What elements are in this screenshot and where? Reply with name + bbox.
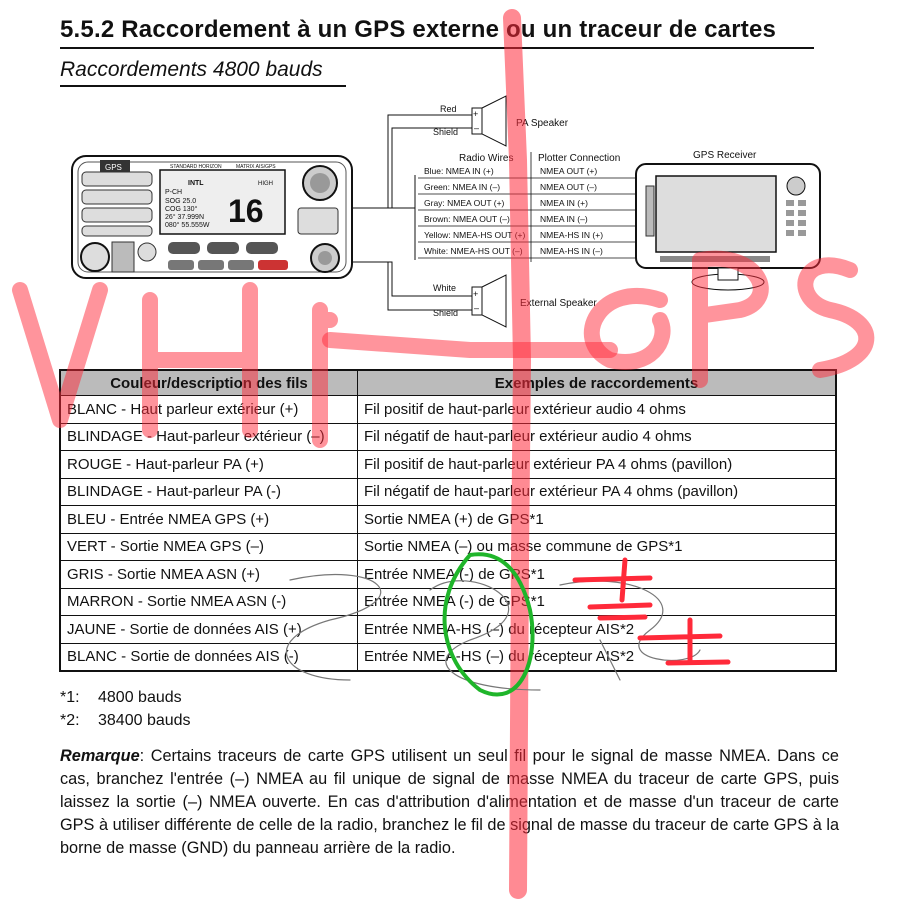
remark-paragraph	[60, 745, 839, 860]
radio-line5: 080° 55.555W	[165, 222, 210, 229]
gps-receiver	[636, 150, 820, 290]
table-cell: GRIS - Sortie NMEA ASN (+)	[60, 561, 358, 589]
table-cell: BLANC - Sortie de données AIS (-)	[60, 643, 358, 671]
radio-wire-yellow: Yellow: NMEA-HS OUT (+)	[424, 230, 526, 240]
remark-text: : Certains traceurs de carte GPS utilisent un seul fil pour le signal de masse NMEA. Dans ce cas, branchez l'entrée (–) NMEA au fil unique de signal de masse NMEA du traceur de carte GPS, puis laissez la sortie (–) NMEA ouverte. En cas d'attribution d'alimentation et de masse d'un traceur de carte GPS à utiliser différente de celle de la radio, branchez le fil de signal de masse du traceur de carte GPS à la borne de masse (GND) du panneau arrière de la radio.	[60, 747, 839, 857]
table-cell: BLINDAGE - Haut-parleur extérieur (–)	[60, 423, 358, 451]
table-cell: JAUNE - Sortie de données AIS (+)	[60, 616, 358, 644]
plotter-wire-2: NMEA OUT (–)	[540, 182, 597, 192]
plotter-wire-5: NMEA-HS IN (+)	[540, 230, 604, 240]
pa-shield-label: Shield	[433, 127, 459, 137]
pa-speaker-label: PA Speaker	[516, 118, 569, 129]
table-row	[60, 643, 836, 671]
table-row	[60, 396, 836, 424]
table-cell: VERT - Sortie NMEA GPS (–)	[60, 533, 358, 561]
plotter-wire-3: NMEA IN (+)	[540, 198, 588, 208]
footnote-1	[60, 689, 182, 707]
footnote-marker: *1:	[60, 689, 80, 706]
table-cell: Fil positif de haut-parleur extérieur audio 4 ohms	[358, 396, 837, 424]
table-row	[60, 451, 836, 479]
footnote-text: 38400 bauds	[98, 712, 191, 729]
radio-wire-blue: Blue: NMEA IN (+)	[424, 166, 494, 176]
radio-wires-label: Radio Wires	[459, 153, 514, 164]
table-cell: BLEU - Entrée NMEA GPS (+)	[60, 506, 358, 534]
table-row	[60, 561, 836, 589]
table-header-row	[60, 370, 836, 396]
pa-speaker	[433, 96, 569, 146]
table-cell: Entrée NMEA (-) de GPS*1	[358, 561, 837, 589]
table-row	[60, 616, 836, 644]
radio-brand: STANDARD HORIZON	[170, 164, 222, 170]
footnote-text: 4800 bauds	[98, 689, 182, 706]
gps-receiver-label: GPS Receiver	[693, 150, 757, 161]
radio-intl: INTL	[188, 180, 204, 187]
radio-logo: GPS	[105, 163, 122, 172]
pa-plus: +	[473, 109, 479, 119]
remark-label: Remarque	[60, 747, 140, 765]
ext-minus: –	[474, 303, 480, 313]
radio-line2: SOG 25.0	[165, 198, 197, 205]
radio-model: MATRIX AIS/GPS	[236, 164, 276, 170]
table-header: Exemples de raccordements	[358, 370, 837, 396]
table-cell: Entrée NMEA-HS (–) du récepteur AIS*2	[358, 643, 837, 671]
plotter-wire-4: NMEA IN (–)	[540, 214, 588, 224]
radio-mode: HIGH	[258, 181, 273, 187]
table-cell: Fil positif de haut-parleur extérieur PA 4 ohms (pavillon)	[358, 451, 837, 479]
plotter-connection-label: Plotter Connection	[538, 153, 621, 164]
radio-line4: 26° 37.999N	[165, 214, 204, 221]
table-cell: Sortie NMEA (–) ou masse commune de GPS*1	[358, 533, 837, 561]
plotter-wire-1: NMEA OUT (+)	[540, 166, 598, 176]
external-speaker	[433, 275, 597, 327]
table-cell: Sortie NMEA (+) de GPS*1	[358, 506, 837, 534]
table-row	[60, 533, 836, 561]
table-cell: Fil négatif de haut-parleur extérieur PA 4 ohms (pavillon)	[358, 478, 837, 506]
table-cell: ROUGE - Haut-parleur PA (+)	[60, 451, 358, 479]
table-cell: BLINDAGE - Haut-parleur PA (-)	[60, 478, 358, 506]
wiring-table	[59, 369, 837, 672]
radio-line1: P-CH	[165, 189, 183, 196]
table-cell: Entrée NMEA (-) de GPS*1	[358, 588, 837, 616]
wiring-diagram	[0, 0, 904, 360]
table-header: Couleur/description des fils	[60, 370, 358, 396]
table-cell: Fil négatif de haut-parleur extérieur audio 4 ohms	[358, 423, 837, 451]
table-row	[60, 478, 836, 506]
radio-channel: 16	[228, 193, 264, 229]
radio-wire-gray: Gray: NMEA OUT (+)	[424, 198, 505, 208]
ext-white-label: White	[433, 283, 457, 293]
external-speaker-label: External Speaker	[520, 298, 597, 309]
section-title: 5.5.2 Raccordement à un GPS externe ou un traceur de cartes	[60, 16, 777, 43]
pa-red-label: Red	[440, 104, 457, 114]
table-row	[60, 423, 836, 451]
table-row	[60, 588, 836, 616]
table-cell: MARRON - Sortie NMEA ASN (-)	[60, 588, 358, 616]
plotter-wire-6: NMEA-HS IN (–)	[540, 246, 603, 256]
radio-wire-green: Green: NMEA IN (–)	[424, 182, 501, 192]
radio-wire-white: White: NMEA-HS OUT (–)	[424, 246, 523, 256]
radio-wire-brown: Brown: NMEA OUT (–)	[424, 214, 510, 224]
table-row	[60, 506, 836, 534]
table-cell: Entrée NMEA-HS (–) du récepteur AIS*2	[358, 616, 837, 644]
ext-shield-label: Shield	[433, 308, 459, 318]
pa-minus: –	[474, 123, 480, 133]
vhf-radio	[72, 156, 352, 278]
footnote-2	[60, 712, 191, 730]
section-subtitle: Raccordements 4800 bauds	[60, 58, 323, 81]
ext-plus: +	[473, 289, 479, 299]
table-cell: BLANC - Haut parleur extérieur (+)	[60, 396, 358, 424]
radio-line3: COG 130°	[165, 206, 198, 213]
footnote-marker: *2:	[60, 712, 80, 729]
